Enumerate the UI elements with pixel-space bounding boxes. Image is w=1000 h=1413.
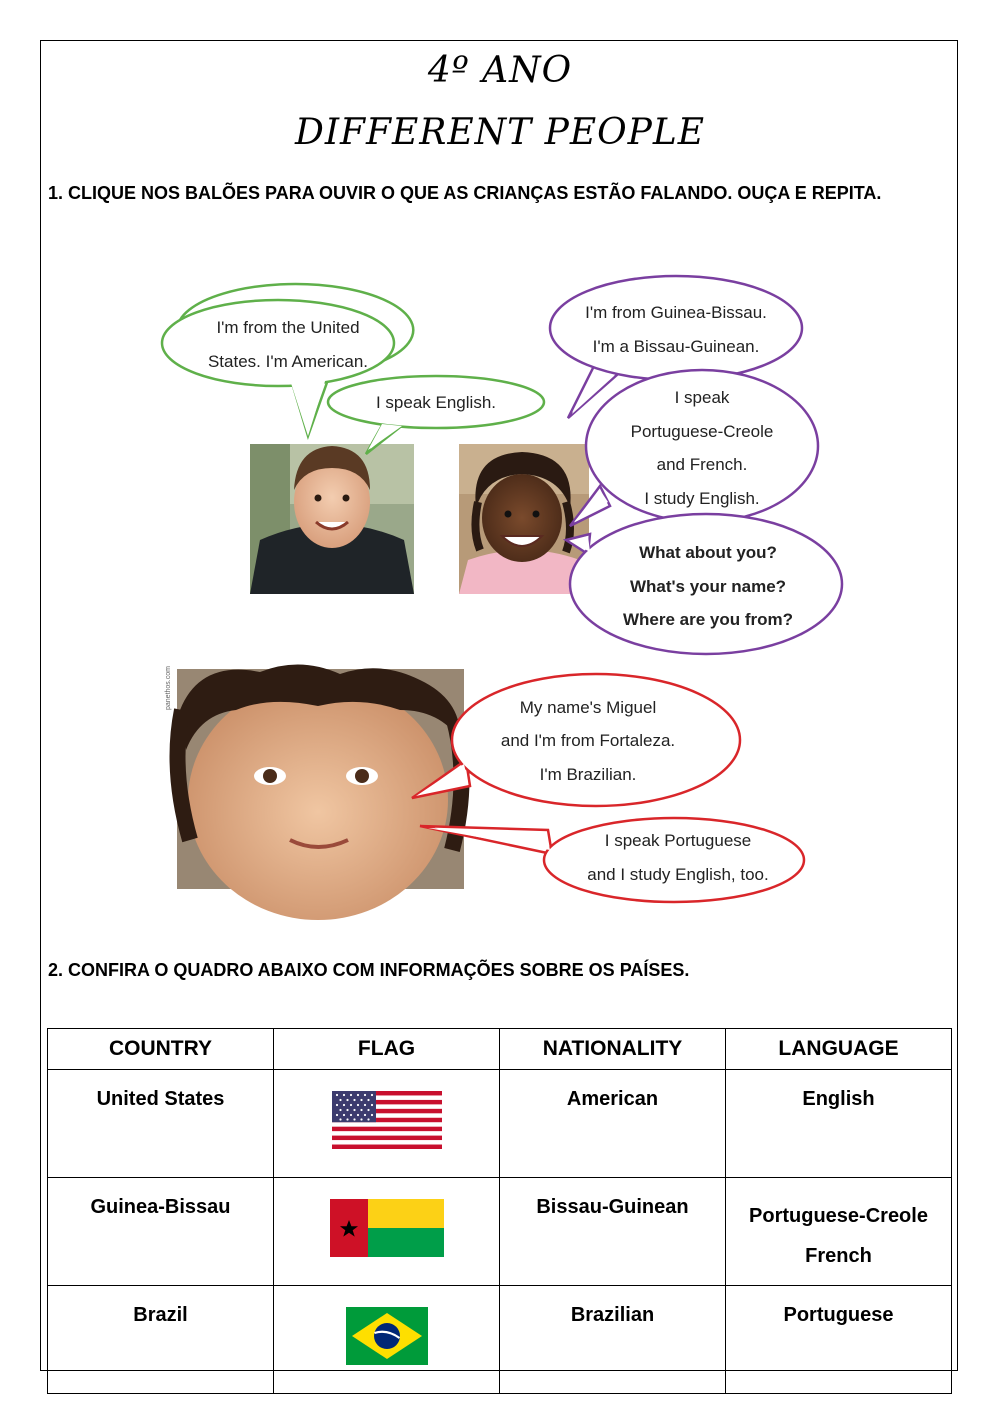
bubble-text: I speak bbox=[674, 388, 730, 407]
table-row bbox=[48, 1178, 952, 1286]
bubble-text: and French. bbox=[656, 455, 748, 474]
table-header-row bbox=[48, 1029, 952, 1070]
nationality-cell: Brazilian bbox=[500, 1286, 726, 1394]
bubble-text: I'm a Bissau-Guinean. bbox=[592, 337, 760, 356]
language-cell: English bbox=[726, 1070, 952, 1178]
brazilian-bubble-2[interactable] bbox=[420, 818, 804, 902]
country-cell: Brazil bbox=[48, 1286, 274, 1394]
flag-cell bbox=[274, 1178, 500, 1286]
language-cell: Portuguese bbox=[726, 1286, 952, 1394]
us-flag-icon bbox=[332, 1091, 442, 1149]
flag-cell bbox=[274, 1286, 500, 1394]
column-header-flag: FLAG bbox=[274, 1029, 500, 1070]
grade-title: 4º ANO bbox=[427, 50, 573, 91]
bubble-text: and I'm from Fortaleza. bbox=[500, 731, 676, 750]
american-boy-photo bbox=[250, 444, 414, 594]
children-speech-scene bbox=[0, 240, 1000, 920]
bubble-text: States. I'm American. bbox=[207, 352, 369, 371]
language-cell bbox=[726, 1178, 952, 1286]
bubble-text: My name's Miguel bbox=[519, 698, 657, 717]
page-title: DIFFERENT PEOPLE bbox=[294, 112, 706, 153]
bubble-text: What about you? bbox=[639, 543, 777, 562]
table-row bbox=[48, 1286, 952, 1394]
bubble-text: I study English. bbox=[644, 489, 760, 508]
table-row bbox=[48, 1070, 952, 1178]
instruction-2: 2. CONFIRA O QUADRO ABAIXO COM INFORMAÇÕES SOBRE OS PAÍSES. bbox=[48, 960, 690, 980]
svg-text:panethos.com: panethos.com bbox=[165, 666, 172, 710]
instruction-1: 1. CLIQUE NOS BALÕES PARA OUVIR O QUE AS CRIANÇAS ESTÃO FALANDO. OUÇA E REPITA. bbox=[48, 183, 882, 203]
bubble-text: Where are you from? bbox=[622, 610, 794, 629]
guinean-bubble-2[interactable] bbox=[570, 370, 818, 526]
guinean-bubble-3[interactable] bbox=[566, 514, 842, 654]
bubble-text: What's your name? bbox=[629, 577, 787, 596]
bubble-text: I speak Portuguese bbox=[604, 831, 752, 850]
language-item: Portuguese-Creole bbox=[749, 1205, 928, 1227]
country-cell: Guinea-Bissau bbox=[48, 1178, 274, 1286]
column-header-country: COUNTRY bbox=[48, 1029, 274, 1070]
guinean-girl-photo bbox=[459, 444, 589, 594]
guinea-bissau-flag-icon bbox=[330, 1199, 444, 1257]
bubble-text: I'm Brazilian. bbox=[539, 765, 637, 784]
bubble-text: Portuguese-Creole bbox=[630, 422, 774, 441]
bubble-text: and I study English, too. bbox=[587, 865, 769, 884]
nationality-cell: Bissau-Guinean bbox=[500, 1178, 726, 1286]
brazil-flag-icon bbox=[346, 1307, 428, 1365]
country-cell: United States bbox=[48, 1070, 274, 1178]
countries-table bbox=[47, 1028, 952, 1394]
column-header-language: LANGUAGE bbox=[726, 1029, 952, 1070]
bubble-text: I speak English. bbox=[375, 393, 497, 412]
flag-cell bbox=[274, 1070, 500, 1178]
bubble-text: I'm from Guinea-Bissau. bbox=[585, 303, 767, 322]
american-bubble-2[interactable] bbox=[328, 376, 544, 454]
bubble-text: I'm from the United bbox=[216, 318, 360, 337]
column-header-nationality: NATIONALITY bbox=[500, 1029, 726, 1070]
nationality-cell: American bbox=[500, 1070, 726, 1178]
language-item: French bbox=[805, 1245, 872, 1267]
